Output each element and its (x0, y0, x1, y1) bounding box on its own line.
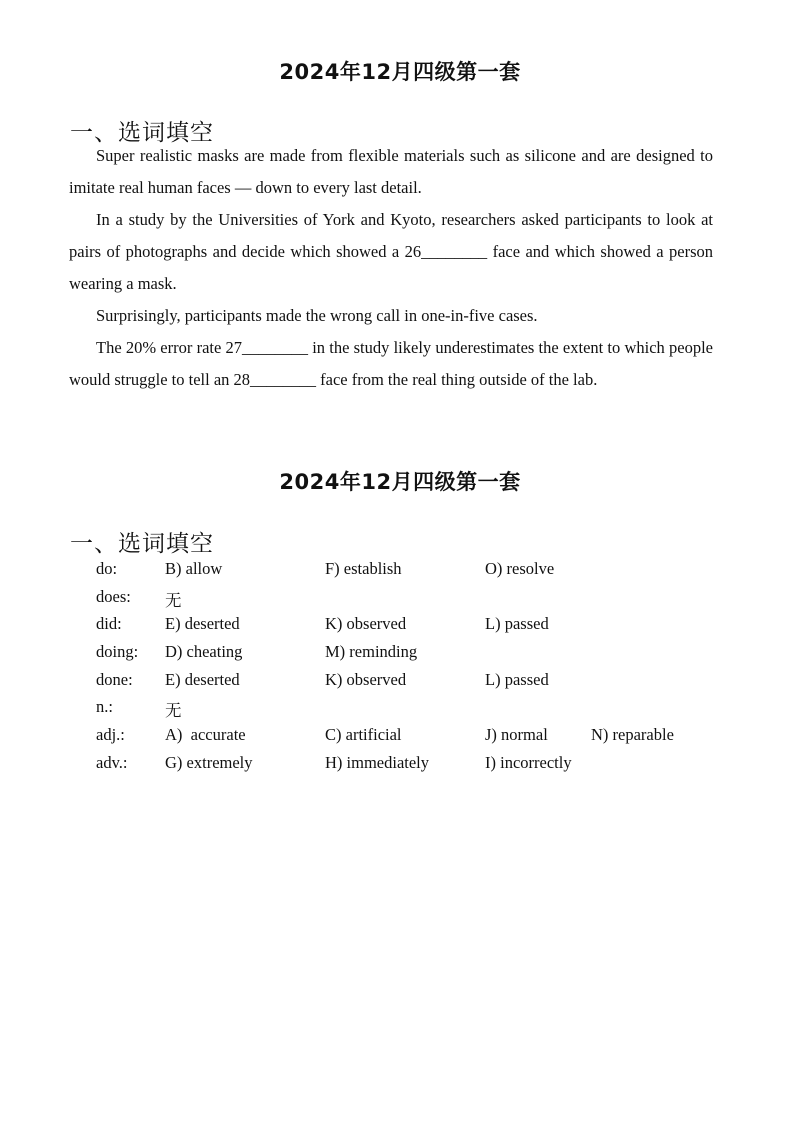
vocab-word: N) reparable (591, 725, 674, 745)
vocab-row-adjective (96, 725, 736, 753)
vocab-row-does (96, 587, 736, 615)
passage-paragraph: Surprisingly, participants made the wrong call in one-in-five cases. (96, 306, 538, 325)
vocab-word: 无 (165, 590, 182, 610)
vocab-row-did (96, 614, 736, 642)
vocab-label: adj.: (96, 725, 125, 745)
page-title: 2024年12月四级第一套 (279, 470, 521, 494)
vocab-row-doing (96, 642, 736, 670)
vocab-word: F) establish (325, 559, 402, 578)
vocab-row-done (96, 670, 736, 698)
section-heading: 一、选词填空 (70, 531, 214, 557)
vocab-label: do: (96, 559, 118, 578)
vocab-row-noun (96, 697, 736, 725)
vocab-word: M) reminding (325, 642, 418, 662)
vocab-row-do (96, 559, 736, 587)
vocab-word: I) incorrectly (485, 752, 572, 772)
vocab-word: O) resolve (485, 559, 555, 578)
page-title: 2024年12月四级第一套 (279, 60, 521, 84)
vocab-row-adverb (96, 753, 736, 781)
vocab-word: L) passed (485, 669, 549, 689)
vocab-word: B) allow (165, 559, 223, 578)
passage-paragraph: In a study by the Universities of York and Kyoto, researchers asked participants to look at pairs of photographs and decide which showed a 26________ face and which showed a person wearing a mask. (69, 210, 713, 293)
vocab-word: E) deserted (165, 614, 240, 634)
vocab-label: n.: (96, 697, 113, 717)
passage (69, 140, 713, 396)
vocab-word: K) observed (325, 669, 407, 689)
vocab-label: adv.: (96, 752, 128, 772)
vocab-label: did: (96, 614, 122, 634)
vocab-label: doing: (96, 642, 139, 662)
vocab-word: G) extremely (165, 752, 253, 772)
vocab-word: L) passed (485, 614, 549, 634)
vocab-word: A) accurate (165, 725, 246, 745)
vocab-word: 无 (165, 701, 182, 721)
vocab-word: E) deserted (165, 669, 240, 689)
passage-paragraph: The 20% error rate 27________ in the study likely underestimates the extent to which people would struggle to tell an 28________ face from the real thing outside of the lab. (69, 338, 713, 389)
vocab-label: done: (96, 669, 133, 689)
section-heading: 一、选词填空 (70, 120, 214, 146)
vocab-label: does: (96, 586, 131, 606)
vocab-word: J) normal (485, 725, 548, 745)
vocab-word: D) cheating (165, 642, 243, 662)
vocab-word: H) immediately (325, 752, 430, 772)
passage-paragraph: Super realistic masks are made from flexible materials such as silicone and are designed to imitate real human faces — down to every last detail. (69, 146, 713, 197)
vocab-word: C) artificial (325, 725, 402, 745)
vocab-word: K) observed (325, 614, 407, 634)
vocab-table (96, 559, 736, 781)
